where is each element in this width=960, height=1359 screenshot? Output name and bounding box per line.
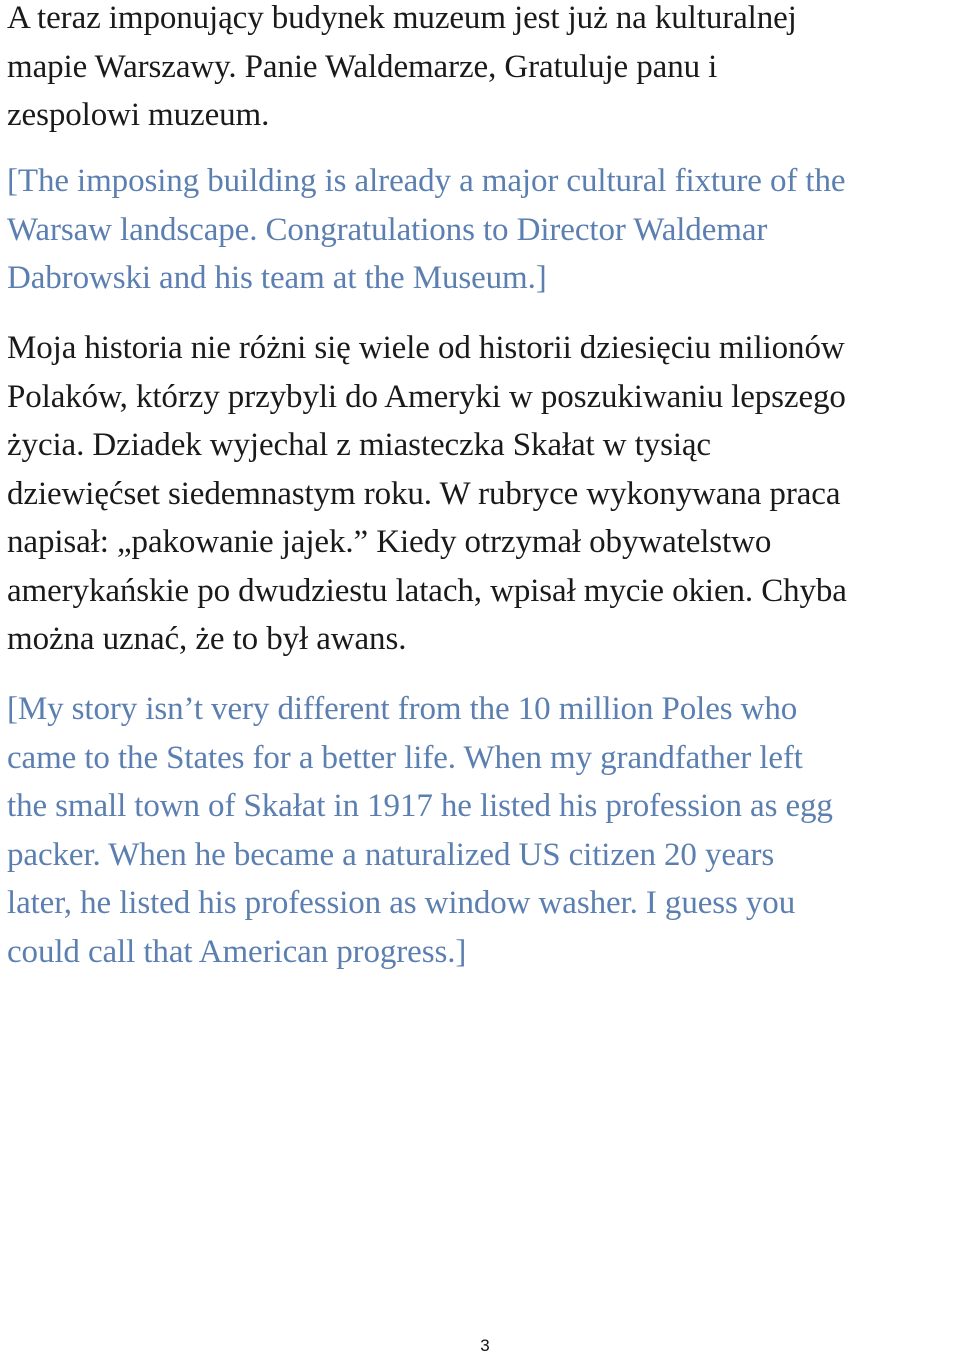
text-line: came to the States for a better life. When my grandfather left <box>7 739 803 776</box>
text-line: [My story isn’t very different from the 10 million Poles who <box>7 691 798 727</box>
text-line: Polaków, którzy przybyli do Ameryki w poszukiwaniu lepszego <box>7 378 846 415</box>
text-line: packer. When he became a naturalized US citizen 20 years <box>7 836 775 873</box>
text-line: amerykańskie po dwudziestu latach, wpisał mycie okien. Chyba <box>7 572 847 609</box>
text-line: dziewięćset siedemnastym roku. W rubryce wykonywana praca <box>7 475 841 512</box>
text-line: napisał: „pakowanie jajek.” Kiedy otrzymał obywatelstwo <box>7 524 772 560</box>
paragraph-polish-story <box>7 324 957 664</box>
paragraph-english-intro <box>7 157 957 303</box>
text-line: Dabrowski and his team at the Museum.] <box>7 260 547 296</box>
paragraph-english-story <box>7 685 957 976</box>
text-line: A teraz imponujący budynek muzeum jest już na kulturalnej <box>7 0 797 36</box>
text-line: Warsaw landscape. Congratulations to Director Waldemar <box>7 211 768 248</box>
text-line: mapie Warszawy. Panie Waldemarze, Gratuluje panu i <box>7 48 718 85</box>
text-line: życia. Dziadek wyjechal z miasteczka Skałat w tysiąc <box>7 427 711 463</box>
text-line: Moja historia nie różni się wiele od historii dziesięciu milionów <box>7 330 845 366</box>
paragraph-polish-intro <box>7 0 957 140</box>
text-line: [The imposing building is already a major cultural fixture of the <box>7 163 846 199</box>
text-line: zespolowi muzeum. <box>7 97 270 133</box>
page-number: 3 <box>480 1336 490 1355</box>
text-line: could call that American progress.] <box>7 933 467 970</box>
text-line: można uznać, że to był awans. <box>7 621 407 657</box>
text-line: later, he listed his profession as window washer. I guess you <box>7 885 796 921</box>
text-line: the small town of Skałat in 1917 he listed his profession as egg <box>7 788 833 824</box>
